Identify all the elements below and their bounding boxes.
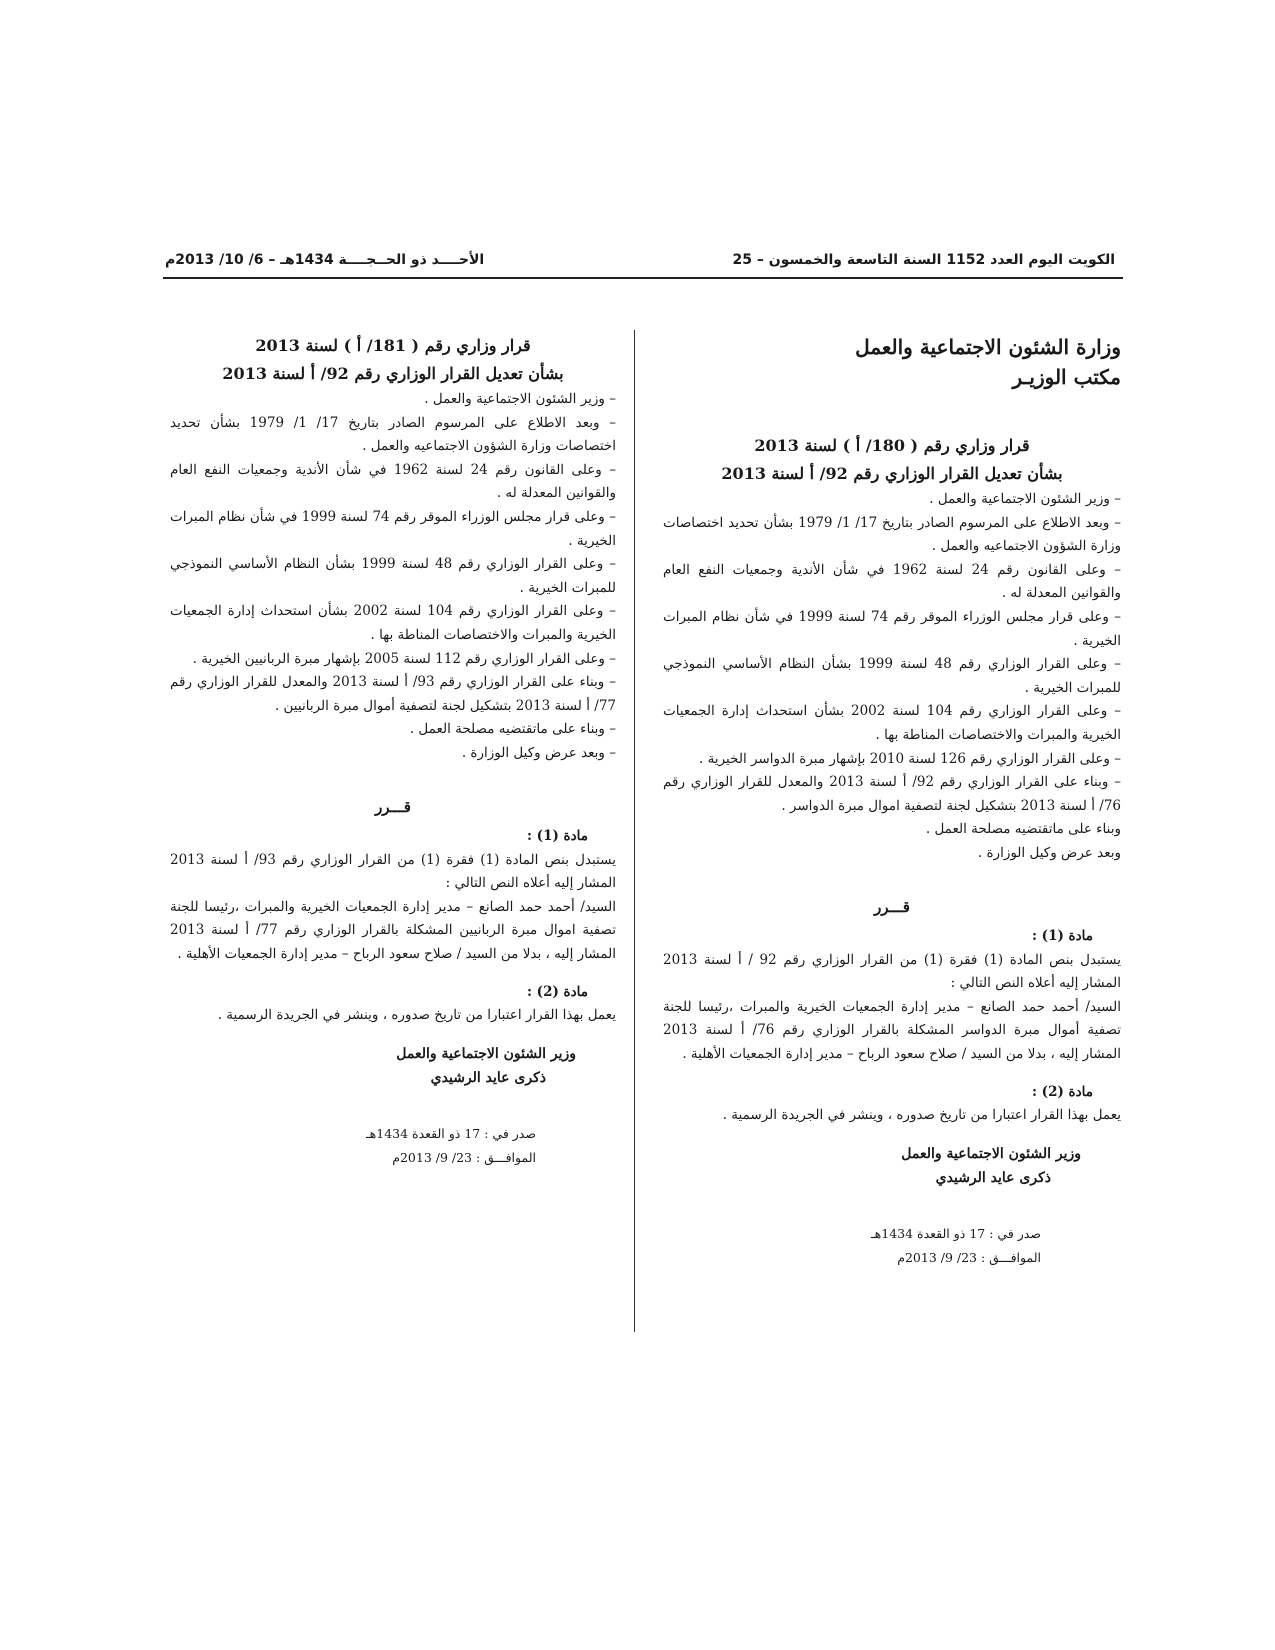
decision-title: قرار وزاري رقم ( 180/ أ ) لسنة 2013 — [754, 436, 1030, 455]
preamble-line: – وبعد عرض وكيل الوزارة . — [461, 744, 616, 761]
preamble-line: – وعلى القانون رقم 24 لسنة 1962 في شأن الأندية وجمعيات النفع العام والقوانين المعدلة له . — [663, 561, 1121, 602]
gazette-date-header: الأحــــد ذو الحــجــــة 1434هـ – 6/ 10/ 2013م — [165, 252, 485, 268]
column-divider — [634, 330, 635, 1332]
decision-181-column — [170, 332, 616, 1170]
article-1-label: مادة (1) : — [1031, 928, 1093, 945]
preamble-line: – وعلى القرار الوزاري رقم 48 لسنة 1999 بشأن النظام الأساسي النموذجي للمبرات الخيرية . — [170, 556, 616, 596]
decision-180-column — [663, 332, 1121, 1270]
preamble-line: – وعلى القرار الوزاري رقم 126 لسنة 2010 بإشهار مبرة الدواسر الخيرية . — [699, 750, 1121, 767]
preamble-line: – وبناء على القرار الوزاري رقم 93/ أ لسنة 2013 والمعدل للقرار الوزاري رقم 77/ أ لسنة 2013 بتشكيل لجنة لتصفية أموال مبرة الربانيين . — [170, 674, 616, 714]
preamble-line: وبعد عرض وكيل الوزارة . — [977, 844, 1121, 861]
article-1-body: السيد/ أحمد حمد الصانع – مدير إدارة الجمعيات الخيرية والمبرات ،رئيسا للجنة تصفية أموال مبرة الدواسر المشكلة بالقرار الوزاري رقم 76/ أ لسنة 2013 المشار إليه ، بدلا من السيد / صلاح سعود الرباح – مدير إدارة الجمعيات الأهلية . — [663, 998, 1121, 1063]
preamble-line: – وبعد الاطلاع على المرسوم الصادر بتاريخ 17/ 1/ 1979 بشأن تحديد اختصاصات وزارة الشؤون الاجتماعيه والعمل . — [170, 414, 617, 455]
preamble-line: – وعلى القرار الوزاري رقم 104 لسنة 2002 بشأن استحداث إدارة الجمعيات الخيرية والمبرات والاختصاصات المناطة بها . — [663, 703, 1121, 743]
article-1-body: السيد/ أحمد حمد الصانع – مدير إدارة الجمعيات الخيرية والمبرات ،رئيسا للجنة تصفية اموال مبرة الربانيين المشكلة بالقرار الوزاري رقم 77/ أ لسنة 2013 المشار إليه ، بدلا من السيد / صلاح سعود الرباح – مدير إدارة الجمعيات الأهلية . — [170, 898, 616, 963]
article-1-label: مادة (1) : — [526, 828, 588, 845]
header-rule — [163, 277, 1123, 279]
preamble-line: – وبناء على ماتقتضيه مصلحة العمل . — [409, 721, 616, 738]
decides-heading: قـــرر — [375, 797, 411, 816]
signature-name: ذكرى عايد الرشيدي — [430, 1069, 546, 1086]
article-1-text: يستبدل بنص المادة (1) فقرة (1) من القرار الوزاري رقم 92 / أ لسنة 2013 المشار إليه أعلاه النص التالي : — [663, 951, 1121, 992]
signature-title: وزير الشئون الاجتماعية والعمل — [396, 1045, 576, 1062]
corresponding-date: الموافـــق : 23/ 9/ 2013م — [392, 1149, 536, 1165]
preamble-line: – وزير الشئون الاجتماعية والعمل . — [929, 491, 1121, 507]
preamble-line: – وعلى قرار مجلس الوزراء الموقر رقم 74 لسنة 1999 في شأن نظام المبرات الخيرية . — [663, 608, 1121, 649]
article-2-label: مادة (2) : — [1031, 1083, 1093, 1100]
article-1-text: يستبدل بنص المادة (1) فقرة (1) من القرار الوزاري رقم 93/ أ لسنة 2013 المشار إليه أعلاه النص التالي : — [170, 851, 616, 892]
issued-date: صدر في : 17 ذو القعدة 1434هـ — [870, 1225, 1041, 1241]
ministry-name: وزارة الشئون الاجتماعية والعمل — [855, 335, 1121, 359]
decision-subtitle: بشأن تعديل القرار الوزاري رقم 92/ أ لسنة 2013 — [721, 464, 1063, 483]
signature-title: وزير الشئون الاجتماعية والعمل — [901, 1145, 1081, 1162]
preamble-line: – وبعد الاطلاع على المرسوم الصادر بتاريخ 17/ 1/ 1979 بشأن تحديد اختصاصات وزارة الشؤون الاجتماعيه والعمل . — [663, 514, 1121, 555]
article-2-text: يعمل بهذا القرار اعتبارا من تاريخ صدوره ، وينشر في الجريدة الرسمية . — [722, 1107, 1121, 1124]
preamble-line: – وعلى القرار الوزاري رقم 112 لسنة 2005 بإشهار مبرة الربانيين الخيرية . — [192, 650, 616, 667]
corresponding-date: الموافـــق : 23/ 9/ 2013م — [897, 1249, 1041, 1265]
article-2-text: يعمل بهذا القرار اعتبارا من تاريخ صدوره ، وينشر في الجريدة الرسمية . — [217, 1007, 616, 1024]
preamble-line: – وعلى قرار مجلس الوزراء الموقر رقم 74 لسنة 1999 في شأن نظام المبرات الخيرية . — [170, 508, 616, 549]
preamble-line: – وعلى القانون رقم 24 لسنة 1962 في شأن الأندية وجمعيات النفع العام والقوانين المعدلة له . — [170, 461, 616, 502]
preamble-line: – وعلى القرار الوزاري رقم 48 لسنة 1999 بشأن النظام الأساسي النموذجي للمبرات الخيرية . — [663, 656, 1121, 696]
minister-office: مكتب الوزيـر — [1012, 365, 1121, 389]
preamble-line: – وزير الشئون الاجتماعية والعمل . — [424, 391, 616, 407]
issued-date: صدر في : 17 ذو القعدة 1434هـ — [365, 1125, 536, 1141]
article-2-label: مادة (2) : — [526, 983, 588, 1000]
decides-heading: قـــرر — [874, 897, 910, 916]
preamble-line: وبناء على ماتقتضيه مصلحة العمل . — [925, 821, 1121, 838]
decision-title: قرار وزاري رقم ( 181/ أ ) لسنة 2013 — [255, 336, 531, 355]
preamble-line: – وعلى القرار الوزاري رقم 104 لسنة 2002 بشأن استحداث إدارة الجمعيات الخيرية والمبرات والاختصاصات المناطة بها . — [170, 603, 616, 643]
gazette-issue-header: الكويت اليوم العدد 1152 السنة التاسعة والخمسون – 25 — [732, 252, 1115, 268]
decision-subtitle: بشأن تعديل القرار الوزاري رقم 92/ أ لسنة 2013 — [222, 364, 564, 383]
signature-name: ذكرى عايد الرشيدي — [935, 1169, 1051, 1186]
preamble-line: – وبناء على القرار الوزاري رقم 92/ أ لسنة 2013 والمعدل للقرار الوزاري رقم 76/ أ لسنة 2013 بتشكيل لجنة لتصفية اموال مبرة الدواسر . — [663, 774, 1121, 814]
